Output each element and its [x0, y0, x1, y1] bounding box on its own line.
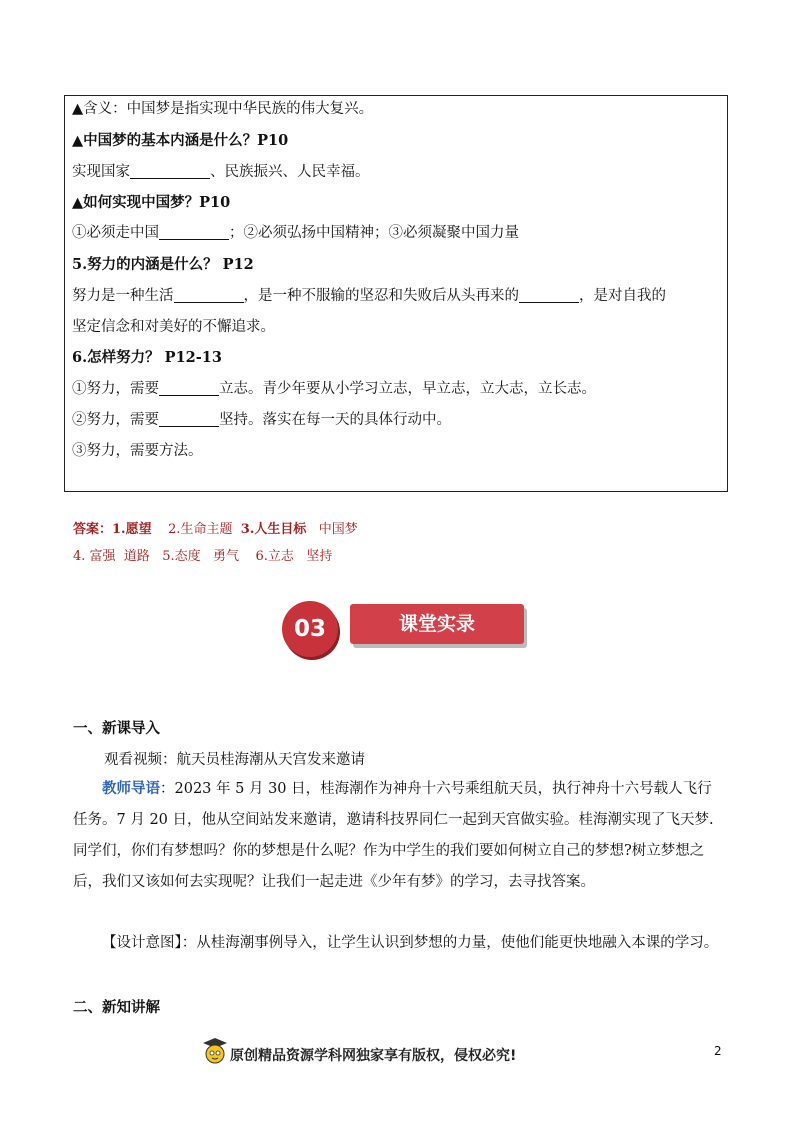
fill-blank [159, 412, 219, 428]
answers-row-2: 4. 富强 道路 5.态度 勇气 6.立志 坚持 [73, 549, 333, 564]
heading-new-lesson: 一、新课导入 [73, 720, 160, 737]
fill-blank [130, 164, 210, 180]
box-question-realize: ▲如何实现中国梦？P10 [72, 194, 231, 211]
section-title: 课堂实录 [350, 604, 524, 644]
mascot-icon [202, 1037, 228, 1065]
teacher-guide-paragraph: 教师导语：2023 年 5 月 30 日，桂海潮作为神舟十六号乘组航天员，执行神舟十六号载人飞行任务。7 月 20 日，他从空间站发来邀请，邀请科技界同仁一起到天宫做实验。桂海潮实现了飞天梦.同学们，你们有梦想吗？你的梦想是什么呢？作为中学生的我们要如何树立自己的梦想?树立梦想之后，我们又该如何去实现呢？让我们一起走进《少年有梦》的学习，去寻找答案。 [73, 780, 714, 890]
guide-label: 教师导语 [102, 780, 160, 797]
heading-new-knowledge: 二、新知讲解 [73, 999, 160, 1016]
answers-row-1: 答案：1.愿望 2.生命主题 3.人生目标 中国梦 [73, 522, 358, 537]
box-heading-5: 5.努力的内涵是什么？ P12 [72, 256, 254, 273]
box-line-fill-1: 实现国家 、民族振兴、人民幸福。 [72, 164, 370, 180]
box-line-fill-4: ①努力，需要 立志。青少年要从小学习立志，早立志，立大志，立长志。 [72, 381, 596, 397]
box-line-fill-2: ①必须走中国 ；②必须弘扬中国精神；③必须凝聚中国力量 [72, 225, 519, 241]
fill-blank [159, 225, 229, 241]
box-line-meaning: ▲含义：中国梦是指实现中华民族的伟大复兴。 [72, 101, 374, 117]
box-heading-6: 6.怎样努力？ P12-13 [72, 349, 222, 366]
box-question-connotation: ▲中国梦的基本内涵是什么？P10 [72, 132, 289, 149]
box-line-method: ③努力，需要方法。 [72, 443, 203, 459]
video-line: 观看视频：航天员桂海潮从天宫发来邀请 [104, 752, 365, 768]
fill-blank [159, 381, 219, 397]
box-line-belief: 坚定信念和对美好的不懈追求。 [72, 319, 275, 335]
section-number: 03 [282, 601, 338, 657]
fill-blank [174, 288, 244, 304]
knowledge-box [64, 95, 728, 492]
section-banner [282, 601, 530, 659]
copyright-footer: 原创精品资源学科网独家享有版权，侵权必究! [230, 1045, 516, 1065]
fill-blank [519, 288, 579, 304]
box-line-fill-3: 努力是一种生活 ，是一种不服输的坚忍和失败后从头再来的 ，是对自我的 [72, 288, 666, 304]
page-number: 2 [714, 1044, 722, 1058]
design-intent-paragraph: 【设计意图】：从桂海潮事例导入，让学生认识到梦想的力量，使他们能更快地融入本课的学习。 [102, 935, 719, 951]
box-line-fill-5: ②努力，需要 坚持。落实在每一天的具体行动中。 [72, 412, 451, 428]
